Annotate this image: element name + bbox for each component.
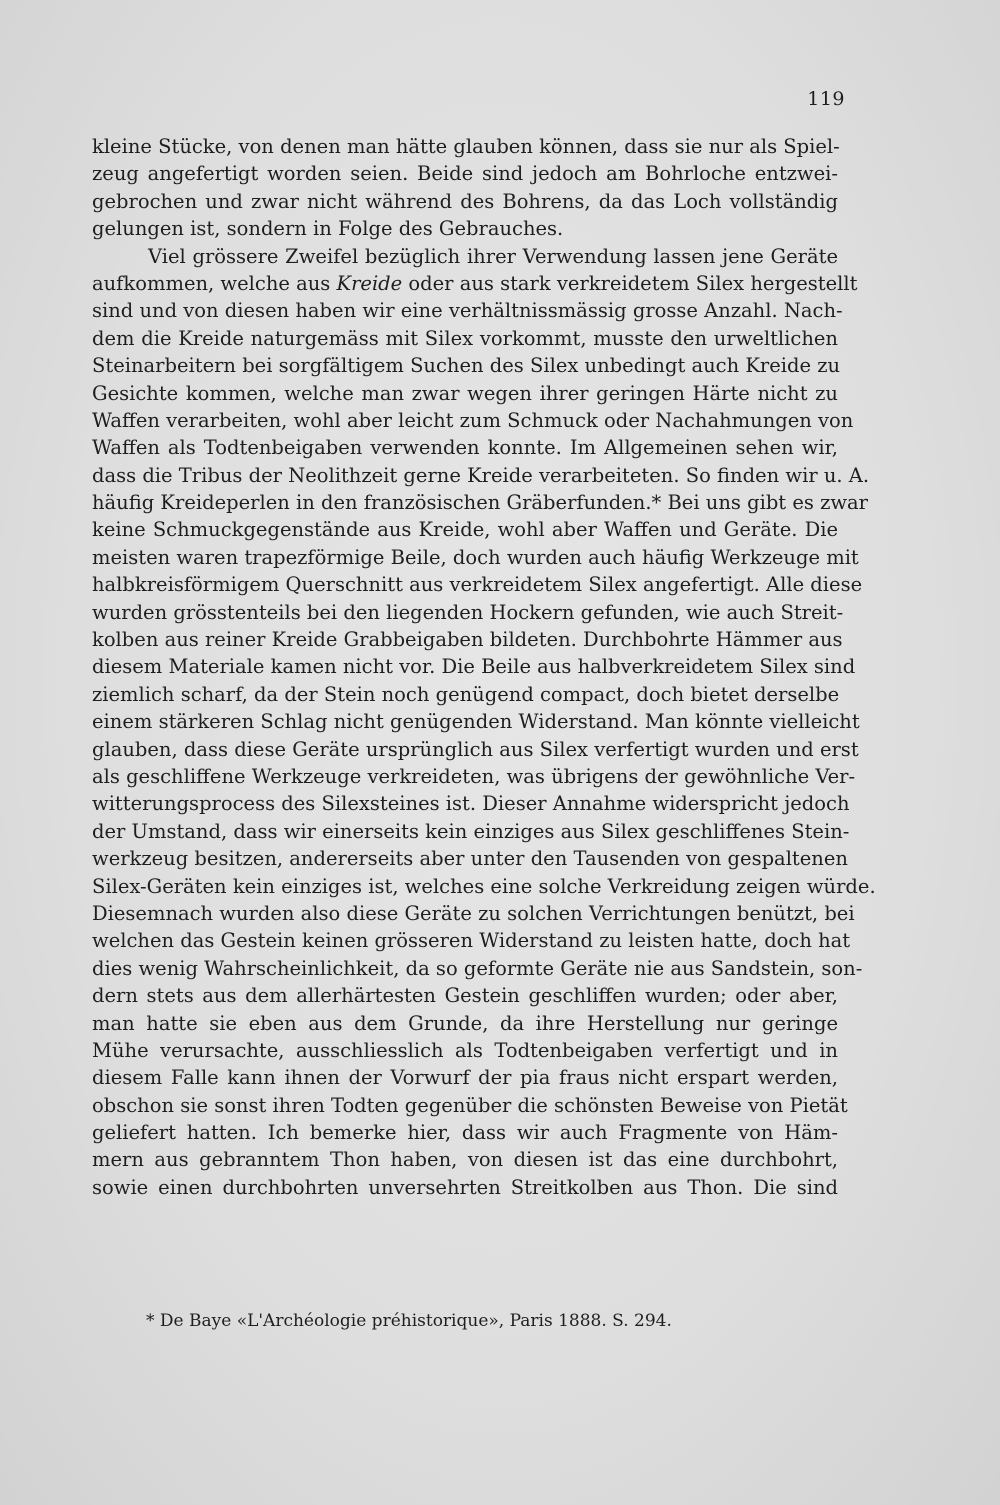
italic-term: Kreide [336, 271, 403, 295]
text-line: ziemlich scharf, da der Stein noch genügend compact, doch bietet derselbe [92, 682, 840, 706]
page-number: 119 [807, 88, 845, 110]
text-line: Gesichte kommen, welche man zwar wegen ihrer geringen Härte nicht zu [92, 381, 838, 405]
text-line: dem die Kreide naturgemäss mit Silex vorkommt, musste den urweltlichen [92, 326, 838, 350]
text-line: sind und von diesen haben wir eine verhältnissmässig grosse Anzahl. Nach- [92, 299, 843, 323]
text-line: diesem Materiale kamen nicht vor. Die Beile aus halbverkreidetem Silex sind [92, 655, 856, 679]
text-line: welchen das Gestein keinen grösseren Widerstand zu leisten hatte, doch hat [92, 929, 851, 953]
paragraph-lines [92, 297, 876, 1201]
text-line: keine Schmuckgegenstände aus Kreide, wohl aber Waffen und Geräte. Die [92, 518, 838, 542]
text-line: gelungen ist, sondern in Folge des Gebrauches. [92, 217, 564, 241]
text-line: meisten waren trapezförmige Beile, doch wurden auch häufig Werkzeuge mit [92, 545, 859, 569]
text-line: häufig Kreideperlen in den französischen Gräberfunden.* Bei uns gibt es zwar [92, 491, 868, 515]
text-line [92, 270, 858, 297]
text-span: aufkommen, welche aus [92, 271, 337, 295]
text-line: Mühe verursachte, ausschliesslich als Todtenbeigaben verfertigt und in [92, 1038, 838, 1062]
text-line: Waffen als Todtenbeigaben verwenden konnte. Im Allgemeinen sehen wir, [92, 436, 838, 460]
text-line: witterungsprocess des Silexsteines ist. Dieser Annahme widerspricht jedoch [92, 792, 850, 816]
text-line: geliefert hatten. Ich bemerke hier, dass wir auch Fragmente von Häm- [92, 1121, 838, 1145]
footnote: * De Baye «L'Archéologie préhistorique», Paris 1888. S. 294. [146, 1311, 672, 1331]
text-span: oder aus stark verkreidetem Silex hergestellt [402, 271, 858, 295]
text-line: kleine Stücke, von denen man hätte glauben können, dass sie nur als Spiel- [92, 135, 840, 158]
text-line: diesem Falle kann ihnen der Vorwurf der pia fraus nicht erspart werden, [92, 1066, 838, 1090]
text-line: obschon sie sonst ihren Todten gegenüber die schönsten Beweise von Pietät [92, 1093, 848, 1117]
text-line: kolben aus reiner Kreide Grabbeigaben bildeten. Durchbohrte Hämmer aus [92, 628, 843, 652]
text-line: glauben, dass diese Geräte ursprünglich aus Silex verfertigt wurden und erst [92, 737, 859, 761]
text-line: sowie einen durchbohrten unversehrten Streitkolben aus Thon. Die sind [92, 1175, 838, 1199]
text-line: Silex-Geräten kein einziges ist, welches eine solche Verkreidung zeigen würde. [92, 874, 876, 898]
body-text [92, 133, 876, 1201]
text-line: mern aus gebranntem Thon haben, von diesen ist das eine durchbohrt, [92, 1148, 838, 1172]
text-line: der Umstand, dass wir einerseits kein einziges aus Silex geschliffenes Stein- [92, 819, 850, 843]
text-line: werkzeug besitzen, andererseits aber unter den Tausenden von gespaltenen [92, 847, 848, 871]
text-line: man hatte sie eben aus dem Grunde, da ihre Herstellung nur geringe [92, 1011, 838, 1035]
text-line: zeug angefertigt worden seien. Beide sind jedoch am Bohrloche entzwei- [92, 162, 838, 186]
text-line: Viel grössere Zweifel bezüglich ihrer Verwendung lassen jene Geräte [148, 244, 838, 268]
text-line: einem stärkeren Schlag nicht genügenden Widerstand. Man könnte vielleicht [92, 710, 860, 734]
text-line: wurden grösstenteils bei den liegenden Hockern gefunden, wie auch Streit- [92, 600, 844, 624]
text-line: dies wenig Wahrscheinlichkeit, da so geformte Geräte nie aus Sandstein, son- [92, 956, 863, 980]
text-line: halbkreisförmigem Querschnitt aus verkreidetem Silex angefertigt. Alle diese [92, 573, 863, 597]
text-line: dern stets aus dem allerhärtesten Gestein geschliffen wurden; oder aber, [92, 984, 838, 1008]
text-line: Steinarbeitern bei sorgfältigem Suchen des Silex unbedingt auch Kreide zu [92, 354, 841, 378]
text-line: Waffen verarbeiten, wohl aber leicht zum Schmuck oder Nachahmungen von [92, 408, 854, 432]
text-line: Diesemnach wurden also diese Geräte zu solchen Verrichtungen benützt, bei [92, 901, 855, 925]
text-line: gebrochen und zwar nicht während des Bohrens, da das Loch vollständig [92, 189, 838, 213]
text-line: dass die Tribus der Neolithzeit gerne Kreide verarbeiteten. So finden wir u. A. [92, 463, 870, 487]
text-line: als geschliffene Werkzeuge verkreideten, was übrigens der gewöhnliche Ver- [92, 764, 856, 788]
